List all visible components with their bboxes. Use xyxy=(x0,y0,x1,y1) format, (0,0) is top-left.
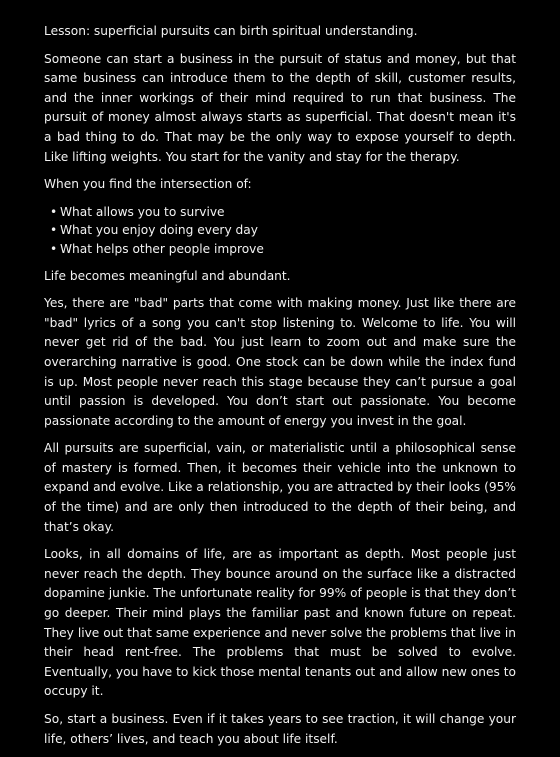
paragraph-start-business: So, start a business. Even if it takes years to see traction, it will change your life, others’ lives, and teach you about life itself. xyxy=(44,712,516,746)
intersection-list xyxy=(44,203,516,259)
bullet-icon: • xyxy=(50,204,58,219)
list-item xyxy=(50,221,516,240)
paragraph-business-pursuit: Someone can start a business in the pursuit of status and money, but that same business can introduce them to the depth of skill, customer results, and the inner workings of their mind required to run that business. The pursuit of money almost always starts as superficial. That doesn't mean it's a bad thing to do. That may be the only way to expose yourself to depth. Like lifting weights. You start for the vanity and stay for the therapy. xyxy=(44,51,516,164)
list-item-text: What helps other people improve xyxy=(60,241,264,256)
list-item-text: What allows you to survive xyxy=(60,204,225,219)
document-body xyxy=(44,22,516,757)
lesson-title: Lesson: superficial pursuits can birth spiritual understanding. xyxy=(44,24,418,38)
conclusion-line: Life becomes meaningful and abundant. xyxy=(44,268,291,283)
paragraph-superficial-pursuits: All pursuits are superficial, vain, or materialistic until a philosophical sense of mastery is formed. Then, it becomes their vehicle into the unknown to expand and evolve. Like a relationship, you are attracted by their looks (95% of the time) and are only then introduced to the depth of their being, and that’s okay. xyxy=(44,441,516,534)
bullet-icon: • xyxy=(50,241,58,256)
paragraph-bad-parts: Yes, there are "bad" parts that come with making money. Just like there are "bad" lyrics of a song you can't stop listening to. Welcome to life. You will never get rid of the bad. You just learn to zoom out and make sure the overarching narrative is good. One stock can be down while the index fund is up. Most people never reach this stage because they can’t pursue a goal until passion is developed. You don’t start out passionate. You become passionate according to the amount of energy you invest in the goal. xyxy=(44,296,516,428)
list-item xyxy=(50,203,516,222)
list-item-text: What you enjoy doing every day xyxy=(60,223,258,238)
intersection-intro: When you find the intersection of: xyxy=(44,177,252,192)
list-item xyxy=(50,240,516,259)
bullet-icon: • xyxy=(50,223,58,238)
paragraph-looks-and-depth: Looks, in all domains of life, are as important as depth. Most people just never reach the depth. They bounce around on the surface like a distracted dopamine junkie. The unfortunate reality for 99% of people is that they don’t go deeper. Their mind plays the familiar past and known future on repeat. They live out that same experience and never solve the problems that live in their head rent-free. The problems that must be solved to evolve. Eventually, you have to kick those mental tenants out and allow new ones to occupy it. xyxy=(44,547,516,699)
